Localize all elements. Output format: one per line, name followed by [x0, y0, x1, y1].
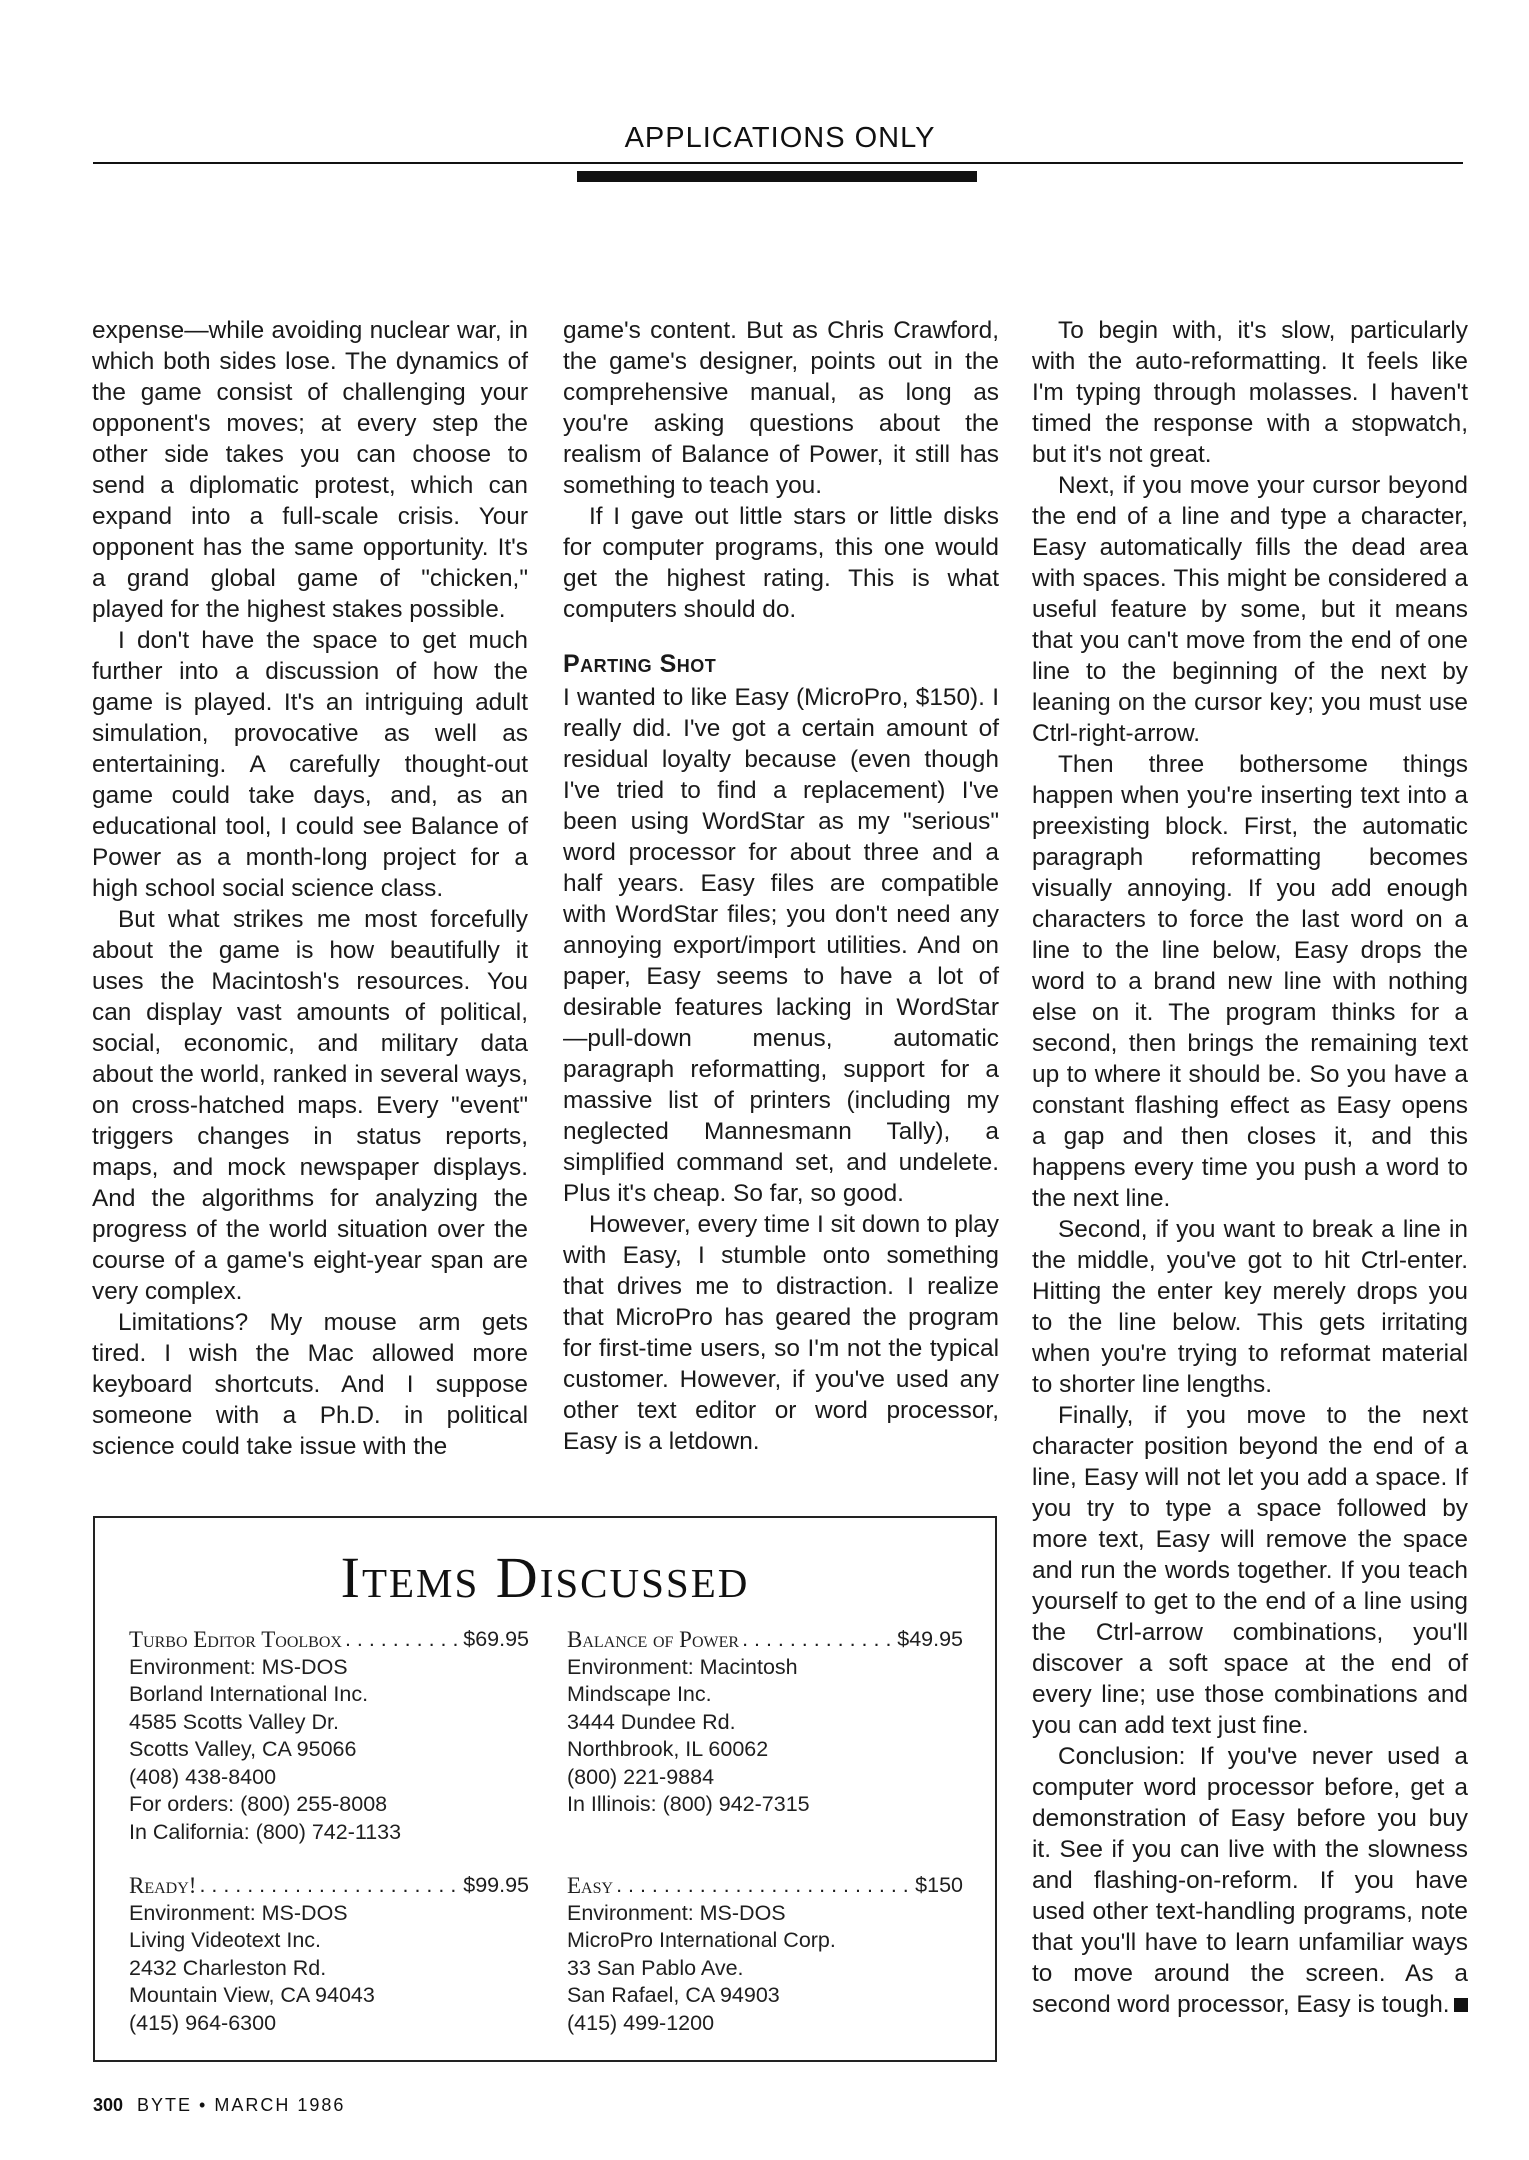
page-footer	[93, 2095, 345, 2116]
item-detail: (415) 964-6300	[129, 2010, 277, 2035]
paragraph: Then three bothersome things happen when you're inserting text into a preexisting block. First, the automatic paragraph reformatting becomes visually annoying. If you add enough characters to force the last word on a line to the line below, Easy drops the word to a brand new line with nothing else on it. The program thinks for a second, then brings the remaining text up to where it should be. So you have a constant flashing effect as Easy opens a gap and then closes it, and this happens every time you push a word to the next line.	[1032, 751, 1468, 1212]
item-name: Ready!	[129, 1873, 197, 1898]
item-detail: In Illinois: (800) 942-7315	[567, 1792, 810, 1816]
end-of-article-mark	[1454, 1998, 1468, 2012]
header-bar	[577, 171, 977, 182]
item-detail: San Rafael, CA 94903	[567, 1983, 780, 2007]
paragraph: Finally, if you move to the next character position beyond the end of a line, Easy will not let you add a space. If you try to type a space followed by more text, Easy will remove the space and run the words together. If you teach yourself to get to the end of a line using the Ctrl-arrow combinations, you'll discover a soft space at the end of every line; use those combinations and you can add text just fine.	[1032, 1402, 1468, 1739]
article-column-1	[92, 315, 528, 1462]
items-discussed-box	[93, 1516, 997, 2062]
item-detail: Environment: MS-DOS	[129, 1900, 348, 1925]
leader-dots	[199, 1872, 460, 1900]
item-detail: 33 San Pablo Ave.	[567, 1955, 744, 1980]
page-number: 300	[93, 2095, 124, 2115]
item-detail: Environment: MS-DOS	[567, 1900, 786, 1925]
item-detail: (415) 499-1200	[567, 2010, 715, 2035]
leader-dots	[345, 1626, 460, 1654]
item-detail: Scotts Valley, CA 95066	[129, 1737, 357, 1761]
item-price: $99.95	[463, 1873, 529, 1897]
item-price: $49.95	[897, 1627, 963, 1651]
paragraph: Limitations? My mouse arm gets tired. I wish the Mac allowed more keyboard shortcuts. And I suppose someone with a Ph.D. in political science could take issue with the	[92, 1309, 528, 1460]
item-detail: 2432 Charleston Rd.	[129, 1955, 327, 1980]
item-detail: Living Videotext Inc.	[129, 1928, 322, 1952]
magazine-issue: BYTE • MARCH 1986	[137, 2095, 346, 2115]
item-detail: (408) 438-8400	[129, 1764, 277, 1789]
item-detail: Borland International Inc.	[129, 1682, 369, 1706]
paragraph: To begin with, it's slow, particularly with the auto-reformatting. It feels like I'm typing through molasses. I haven't timed the response with a stopwatch, but it's not great.	[1032, 317, 1468, 468]
section-header: APPLICATIONS ONLY	[624, 122, 936, 154]
item-name-row	[129, 1872, 529, 1900]
paragraph: Second, if you want to break a line in the middle, you've got to hit Ctrl-enter. Hitting the enter key merely drops you to the line below. This gets irritating when you're trying to reformat material to shorter line lengths.	[1032, 1216, 1468, 1398]
paragraph: I don't have the space to get much further into a discussion of how the game is played. It's an intriguing adult simulation, provocative as well as entertaining. A carefully thought-out game could take days, and, as an educational tool, I could see Balance of Power as a month-long project for a high school social science class.	[92, 627, 528, 902]
item-detail: MicroPro International Corp.	[567, 1928, 836, 1952]
header-rule	[93, 162, 1463, 164]
paragraph	[1032, 1741, 1468, 2020]
item-price: $150	[915, 1873, 963, 1897]
item-detail: For orders: (800) 255-8008	[129, 1792, 388, 1816]
item-name-row	[567, 1626, 963, 1654]
paragraph-text: Conclusion: If you've never used a computer word processor before, get a demonstration of Easy before you buy it. See if you can live with the slowness and flashing-on-reform. If you have used other text-handling programs, note that you'll have to learn unfamiliar ways to move around the screen. As a second word processor, Easy is tough.	[1032, 1743, 1468, 2018]
paragraph: However, every time I sit down to play with Easy, I stumble onto something that drives me to distraction. I realize that MicroPro has geared the program for first-time users, so I'm not the typical customer. However, if you've used any other text editor or word processor, Easy is a letdown.	[563, 1211, 999, 1455]
leader-dots	[742, 1626, 894, 1654]
item-name-row	[129, 1626, 529, 1654]
item-name: Turbo Editor Toolbox	[129, 1627, 342, 1652]
item-entry	[129, 1872, 529, 2037]
paragraph: But what strikes me most forcefully about the game is how beautifully it uses the Macintosh's resources. You can display vast amounts of political, social, economic, and military data about the world, ranked in several ways, on cross-hatched maps. Every "event" triggers changes in status reports, maps, and mock newspaper displays. And the algorithms for analyzing the progress of the world situation over the course of a game's eight-year span are very complex.	[92, 906, 528, 1305]
article-column-2	[563, 315, 999, 1457]
item-detail: In California: (800) 742-1133	[129, 1819, 402, 1844]
leader-dots	[616, 1872, 912, 1900]
item-entry	[567, 1626, 963, 1819]
item-detail: 3444 Dundee Rd.	[567, 1709, 736, 1734]
item-name: Balance of Power	[567, 1627, 740, 1652]
section-subhead: Parting Shot	[563, 650, 717, 678]
paragraph: If I gave out little stars or little disks for computer programs, this one would get the highest rating. This is what computers should do.	[563, 503, 999, 623]
items-box-title: Items Discussed	[340, 1545, 750, 1610]
item-price: $69.95	[463, 1627, 529, 1651]
item-detail: (800) 221-9884	[567, 1764, 715, 1789]
item-detail: Mindscape Inc.	[567, 1682, 712, 1706]
item-detail: Environment: MS-DOS	[129, 1654, 348, 1679]
item-detail: Environment: Macintosh	[567, 1654, 798, 1679]
item-detail: Northbrook, IL 60062	[567, 1737, 769, 1761]
paragraph: expense—while avoiding nuclear war, in which both sides lose. The dynamics of the game consist of challenging your opponent's moves; at every step the other side takes you can choose to send a diplomatic protest, which can expand into a full-scale crisis. Your opponent has the same opportunity. It's a grand global game of "chicken," played for the highest stakes possible.	[92, 317, 528, 623]
article-column-3	[1032, 315, 1468, 2020]
paragraph: I wanted to like Easy (MicroPro, $150). I really did. I've got a certain amount of residual loyalty because (even though I've tried to find a replacement) I've been using WordStar as my "serious" word processor for about three and a half years. Easy files are compatible with WordStar files; you don't need any annoying export/import utilities. And on paper, Easy seems to have a lot of desirable features lacking in WordStar—pull-down menus, automatic paragraph reformatting, support for a massive list of printers (including my neglected Mannesmann Tally), a simplified command set, and undelete. Plus it's cheap. So far, so good.	[563, 684, 999, 1207]
item-name: Easy	[567, 1873, 614, 1898]
paragraph: game's content. But as Chris Crawford, the game's designer, points out in the comprehensive manual, as long as you're asking questions about the realism of Balance of Power, it still has something to teach you.	[563, 317, 999, 499]
item-detail: 4585 Scotts Valley Dr.	[129, 1709, 339, 1734]
item-entry	[129, 1626, 529, 1846]
item-entry	[567, 1872, 963, 2037]
item-name-row	[567, 1872, 963, 1900]
item-detail: Mountain View, CA 94043	[129, 1983, 375, 2007]
paragraph: Next, if you move your cursor beyond the end of a line and type a character, Easy automatically fills the dead area with spaces. This might be considered a useful feature by some, but it means that you can't move from the end of one line to the beginning of the next by leaning on the cursor key; you must use Ctrl-right-arrow.	[1032, 472, 1468, 747]
